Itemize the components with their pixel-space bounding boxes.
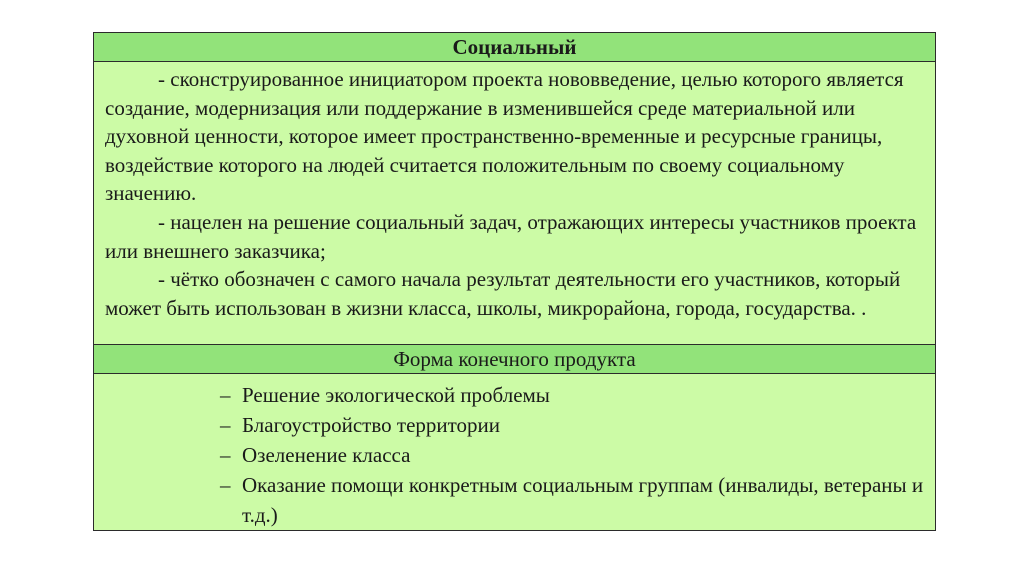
- product-section-body: [94, 374, 936, 531]
- social-goal-paragraph: - нацелен на решение социальный задач, отражающих интересы участников проекта или внешнего заказчика;: [105, 209, 917, 263]
- product-item-text: Решение экологической проблемы: [242, 383, 550, 407]
- product-item-text: Оказание помощи конкретным социальным группам (инвалиды, ветераны и т.д.): [242, 473, 924, 527]
- product-list: [94, 380, 935, 530]
- product-list-item: [220, 440, 935, 470]
- dash-bullet: –: [220, 443, 231, 467]
- dash-bullet: –: [220, 413, 231, 437]
- social-section-body: [94, 62, 936, 345]
- social-section-header: Социальный: [94, 33, 936, 62]
- product-list-item: [220, 380, 935, 410]
- product-section-header: Форма конечного продукта: [94, 345, 936, 374]
- social-definition-paragraph: - сконструированное инициатором проекта нововведение, целью которого является создание, модернизация или поддержание в изменившейся среде материальной или духовной ценности, которое имеет пространственно-временные и ресурсные границы, воздействие которого на людей считается положительным по своему социальному значению.: [105, 67, 904, 206]
- project-type-table: [93, 32, 936, 531]
- dash-bullet: –: [220, 383, 231, 407]
- product-list-item: [220, 470, 935, 530]
- product-list-item: [220, 410, 935, 440]
- product-item-text: Озеленение класса: [242, 443, 411, 467]
- social-result-paragraph: - чётко обозначен с самого начала результат деятельности его участников, который может быть использован в жизни класса, школы, микрорайона, города, государства. .: [105, 267, 901, 320]
- product-item-text: Благоустройство территории: [242, 413, 500, 437]
- dash-bullet: –: [220, 473, 231, 497]
